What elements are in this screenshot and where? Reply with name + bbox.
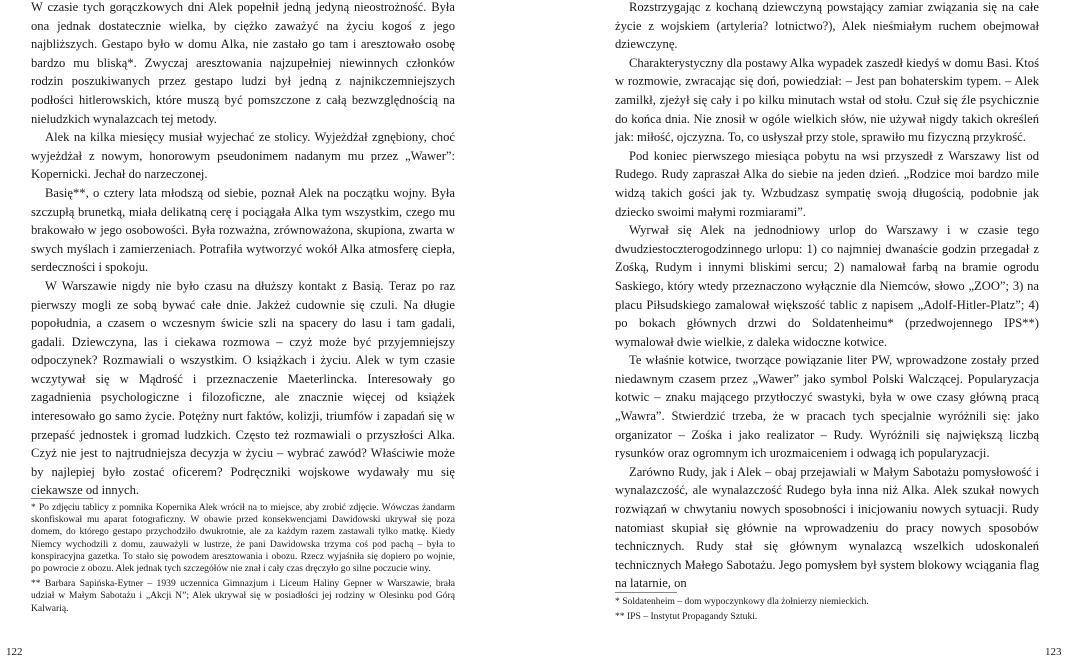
paragraph: Pod koniec pierwszego miesiąca pobytu na wsi przyszedł z Warszawy list od Rudego. Rudy zapraszał Alka do siebie na jeden dzień. „Rodzice moi bardzo mile widzą takich gości jak ty. Wzbudzasz sympatię swoją długością, podobnie jak dziecko swoimi małymi rozmiarami”. <box>615 148 1039 219</box>
paragraph: Rozstrzygając z kochaną dziewczyną powstający zamiar związania się na całe życie z wojskiem (artyleria? lotnictwo?), Alek nieśmiałym ruchem obejmował dziewczynę. <box>615 0 1039 52</box>
footnote: * Po zdjęciu tablicy z pomnika Kopernika Alek wrócił na to miejsce, aby zrobić zdjęcie. Wówczas żandarm skonfiskował mu aparat fotograficzny. W obawie przed konsekwencjami Dawidowski ukrywał się poza domem, do którego gestapo przychodziło dwukrotnie, ale za każdym razem zastawali tylko matkę. Kiedy Niemcy wychodzili z domu, zauważyli w lustrze, że pani Dawidowska trzyma coś pod pachą – była to konspiracyjna gazetka. To stało się powodem aresztowania i obozu. Rzecz wyjaśniła się dopiero po wojnie, po powrocie z obozu. Alek jednak tych szczegółów nie znał i cały czas dręczyło go silne poczucie winy. <box>31 502 455 575</box>
paragraph: Alek na kilka miesięcy musiał wyjechać ze stolicy. Wyjeżdżał zgnębiony, choć wyjeżdżał z nowym, honorowym pseudonimem nadanym mu przez „Wawer”: Kopernicki. Jechał do narzeczonej. <box>31 130 455 182</box>
paragraph: W Warszawie nigdy nie było czasu na dłuższy kontakt z Basią. Teraz po raz pierwszy mogli ze sobą bywać całe dnie. Jakżeż cudownie się czuli. Na długie popołudnia, a czasem o wczesnym świcie szli na spacery do lasu i tam gadali, gadali. Dziewczyna, las i ciekawa rozmowa – czyż może być przyjemniejszy odpoczynek? Rozmawiali o wszystkim. O książkach i życiu. Alek w tym czasie wczytywał się w Mądrość i przeznaczenie Maeterlincka. Interesowały go zagadnienia psychologiczne i filozoficzne, ale znacznie więcej od książek interesowało go samo życie. Potężny nurt faktów, kolizji, triumfów i zapadań się w przepaść jednostek i gromad ludzkich. Często też rozmawiali o przyszłości Alka. Czyż nie jest to najtrudniejsza decyzja w życiu – wybrać zawód? Właściwie może by najlepiej było zostać oficerem? Podręczniki wojskowe wydawały mu się ciekawsze od innych. <box>31 278 455 498</box>
paragraph: W czasie tych gorączkowych dni Alek popełnił jedną jedyną nieostrożność. Była ona jednak dostatecznie wielka, by ciężko zaważyć na życiu kogoś z jego najbliższych. Gestapo było w domu Alka, nie zastało go tam i aresztowało osobę bardzo mu bliską*. Zwyczaj aresztowania najzupełniej niewinnych członków rodzin poszukiwanych przez gestapo ludzi był jedną z najnikczemniejszych podłości hitlerowskich, które muszą być pomszczone z całą bezwzględnością na nieludzkich wynalazcach tej metody. <box>31 0 455 126</box>
right-footnotes <box>615 596 1039 626</box>
footnote-divider <box>615 592 677 593</box>
paragraph: Wyrwał się Alek na jednodniowy urlop do Warszawy i w czasie tego dwudziestoczterogodzinnego urlopu: 1) co najmniej dwanaście godzin przegadał z Zośką, Rudym i innymi bliskimi sercu; 2) namalował farbą na bramie ogrodu Saskiego, który wtedy przeznaczono wyłącznie dla Niemców, słowo „ZOO”; 3) na placu Piłsudskiego zamalował większość tablic z napisem „Adolf-Hitler-Platz”; 4) po bokach głównych drzwi do Soldatenheimu* (przedwojennego IPS**) wymalował dwie wielkie, z daleka widoczne kotwice. <box>615 223 1039 349</box>
footnote-divider <box>31 498 93 499</box>
paragraph: Charakterystyczny dla postawy Alka wypadek zaszedł kiedyś w domu Basi. Ktoś w rozmowie, zwracając się doń, powiedział: – Jest pan bohaterskim typem. – Alek zamilkł, zjeżył się cały i po kilku minutach wstał od stołu. Czuł się źle psychicznie do końca dnia. Nie znosił w ogóle wielkich słów, nie używał nigdy takich określeń jak: miłość, ojczyzna. To, co usłyszał przy stole, sprawiło mu fizyczną przykrość. <box>615 55 1039 145</box>
paragraph: Zarówno Rudy, jak i Alek – obaj przejawiali w Małym Sabotażu pomysłowość i wynalazczość, ale wynalazczość Rudego była inna niż Alka. Alek szukał nowych rozwiązań w chwytaniu nowych sposobności i inicjowaniu nowych sytuacji. Rudy natomiast skupiał się głównie na wprowadzeniu do pracy nowych sposobów technicznych. Rudy stał się głównym wynalazcą wszelkich udoskonaleń technicznych Małego Sabotażu. Jego pomysłem był system blokowy wciągania flag na latarnie, on <box>615 464 1039 591</box>
paragraph: Basię**, o cztery lata młodszą od siebie, poznał Alek na początku wojny. Była szczupłą brunetką, miała delikatną cerę i pociągała Alka tym wszystkim, czego mu brakowało w jego osobowości. Była rozważna, zrównoważona, skupiona, zwarta w swych myślach i zamierzeniach. Potrafiła wytworzyć wokół Alka atmosferę ciepła, serdeczności i spokoju. <box>31 185 455 275</box>
left-footnotes <box>31 502 455 618</box>
right-body-text <box>615 0 1039 593</box>
left-body-text <box>31 0 455 500</box>
right-page <box>536 0 1072 664</box>
footnote: ** IPS – Instytut Propagandy Sztuki. <box>615 611 758 623</box>
page-number: 122 <box>6 646 23 658</box>
footnote: ** Barbara Sapińska-Eytner – 1939 uczennica Gimnazjum i Liceum Haliny Gepner w Warszawie, brała udział w Małym Sabotażu i „Akcji N”; Alek ukrywał się w posiadłości jej rodziny w Olesinku pod Górą Kalwarią. <box>31 578 455 614</box>
page-number: 123 <box>1045 646 1062 658</box>
footnote: * Soldatenheim – dom wypoczynkowy dla żołnierzy niemieckich. <box>615 596 869 607</box>
paragraph: Te właśnie kotwice, tworzące powiązanie liter PW, wprowadzone zostały przed niedawnym czasem przez „Wawer” jako symbol Polski Walczącej. Popularyzacja kotwic – znaku mającego przytłoczyć swastyki, była w owe czasy główną pracą „Wawra”. Stwierdzić trzeba, że w pracach tych specjalnie wyróżnili się: jako organizator – Zośka i jako realizator – Rudy. Wyróżnili się największą liczbą rysunków oraz ogromnym ich urozmaiceniem i odwagą ich popularyzacji. <box>615 353 1039 461</box>
